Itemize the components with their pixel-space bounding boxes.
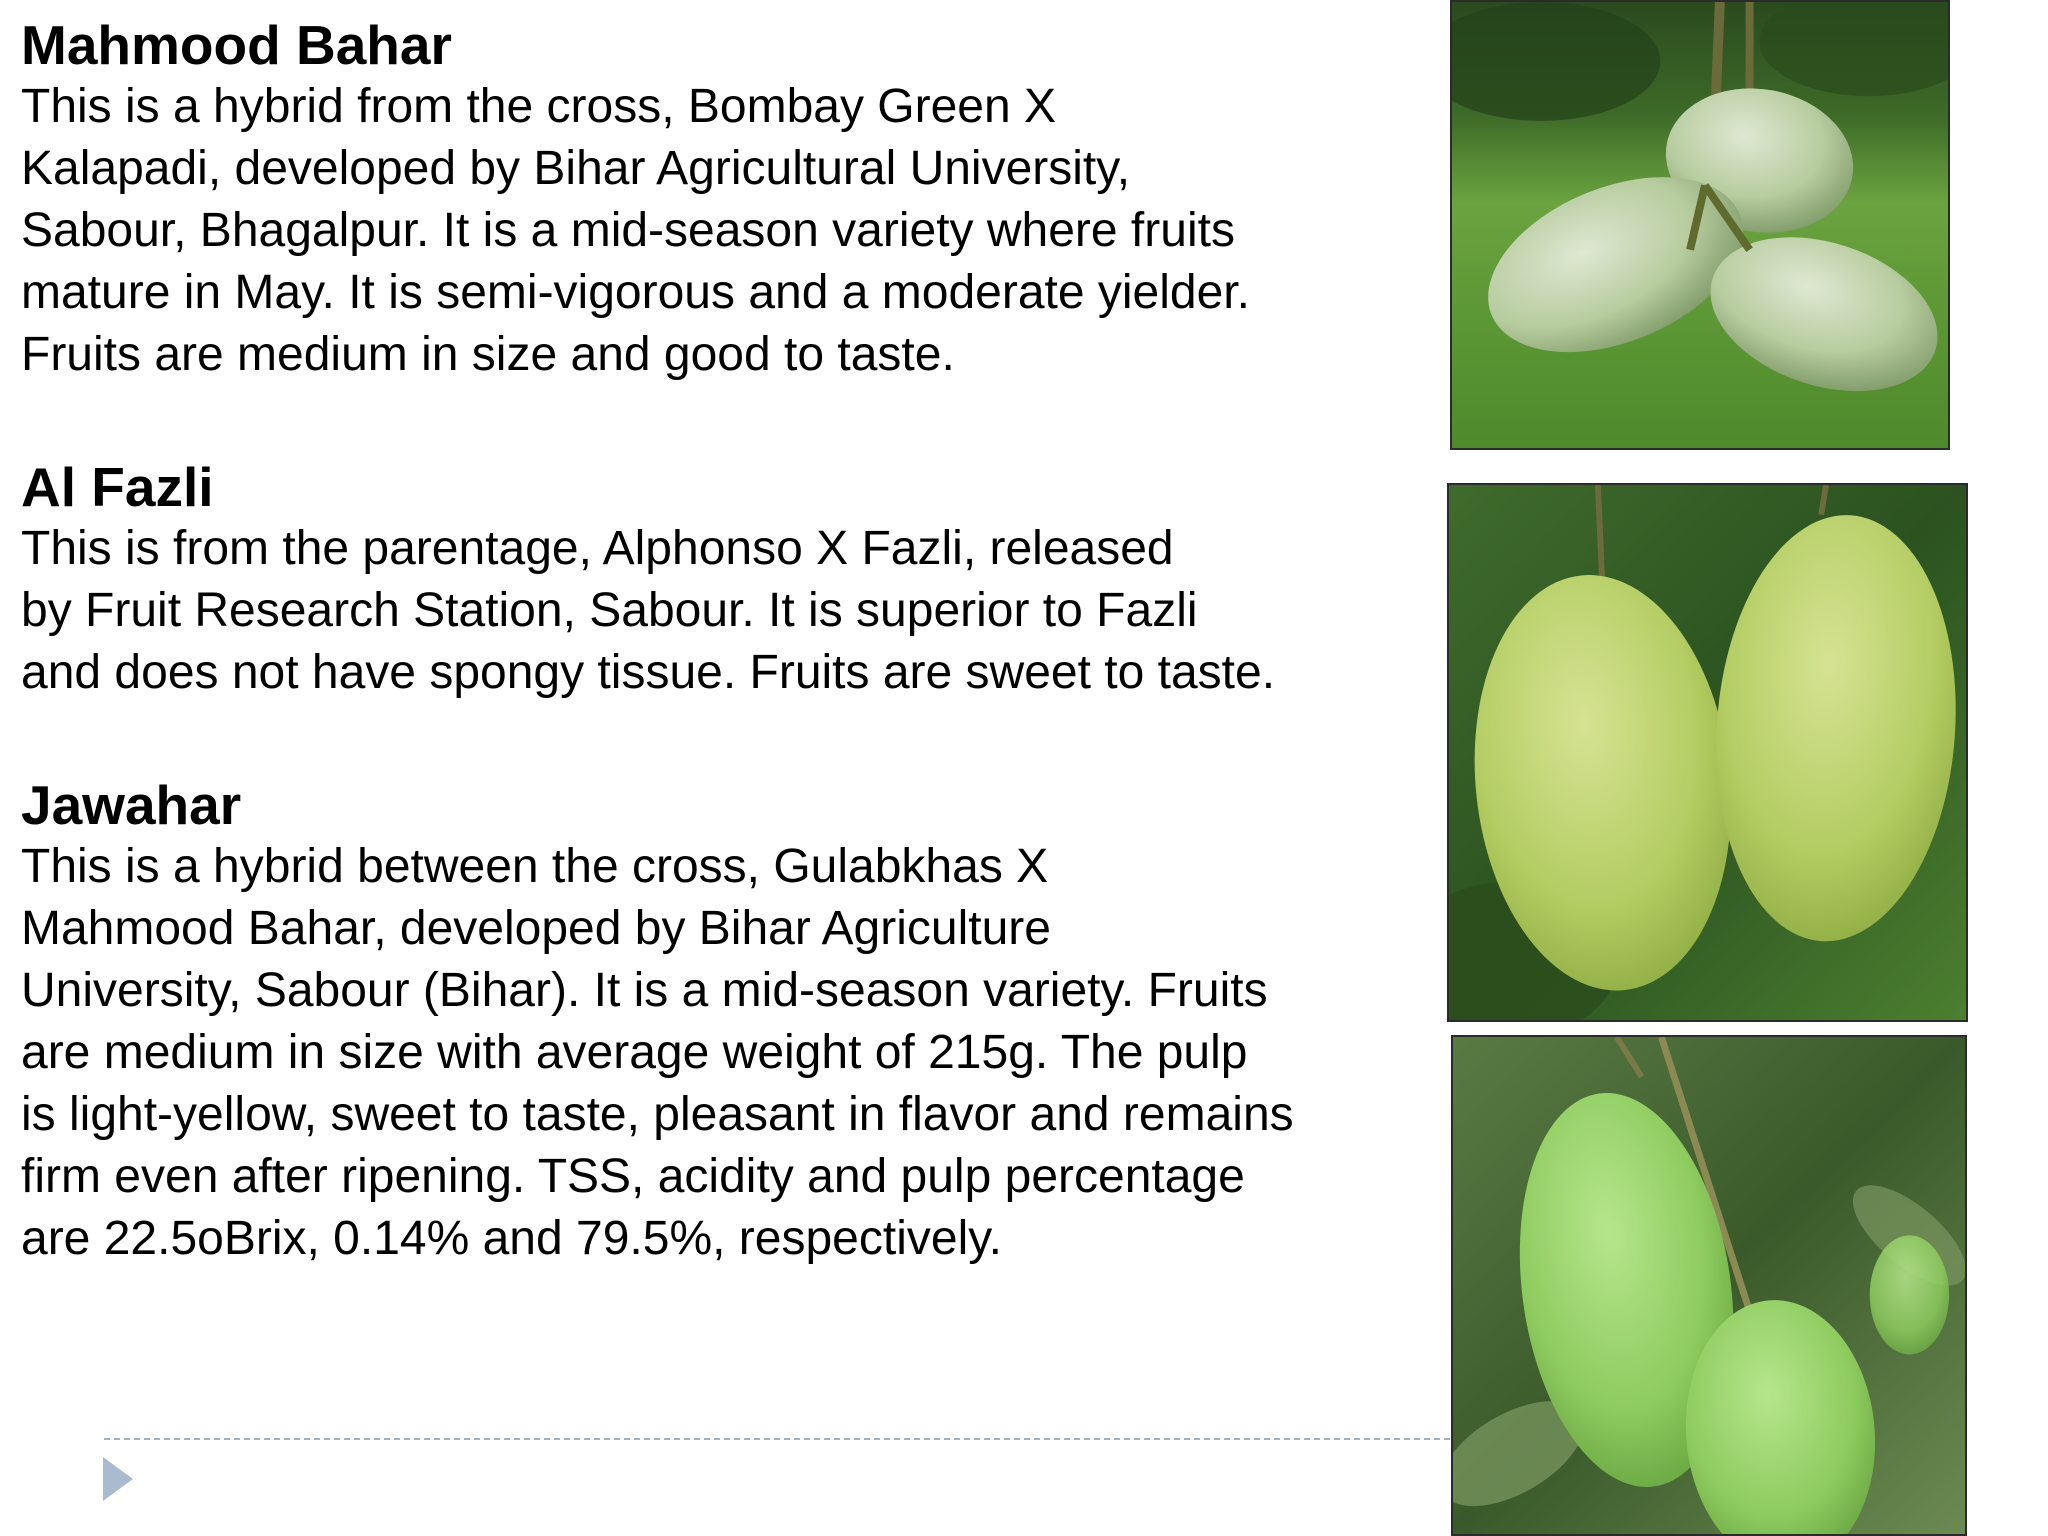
mango-hanging-photo — [1451, 1035, 1967, 1536]
description-line: Fruits are medium in size and good to taste. — [21, 328, 955, 381]
description-line: mature in May. It is semi-vigorous and a moderate yielder. — [21, 266, 1250, 319]
triangle-bullet-icon — [103, 1457, 133, 1501]
description-line: Mahmood Bahar, developed by Bihar Agriculture — [21, 902, 1051, 955]
dashed-divider — [104, 1438, 1450, 1440]
description-line: University, Sabour (Bihar). It is a mid-season variety. Fruits — [21, 964, 1268, 1017]
variety-description — [21, 836, 1421, 1270]
variety-title: Mahmood Bahar — [21, 14, 452, 76]
variety-description — [21, 76, 1421, 386]
variety-section-al-fazli — [21, 456, 1421, 704]
description-line: are 22.5oBrix, 0.14% and 79.5%, respectively. — [21, 1212, 1002, 1265]
description-line: and does not have spongy tissue. Fruits are sweet to taste. — [21, 646, 1276, 699]
description-line: This is a hybrid from the cross, Bombay Green X — [21, 80, 1057, 133]
description-line: Sabour, Bhagalpur. It is a mid-season variety where fruits — [21, 204, 1235, 257]
variety-section-jawahar — [21, 774, 1421, 1270]
description-line: firm even after ripening. TSS, acidity and pulp percentage — [21, 1150, 1245, 1203]
mango-cluster-photo — [1450, 0, 1950, 450]
description-line: This is from the parentage, Alphonso X Fazli, released — [21, 522, 1174, 575]
description-line: by Fruit Research Station, Sabour. It is superior to Fazli — [21, 584, 1198, 637]
variety-description — [21, 518, 1421, 704]
mango-pair-photo — [1447, 483, 1968, 1022]
description-line: Kalapadi, developed by Bihar Agricultural University, — [21, 142, 1131, 195]
description-line: This is a hybrid between the cross, Gulabkhas X — [21, 840, 1049, 893]
variety-title: Jawahar — [21, 774, 242, 836]
description-line: are medium in size with average weight of 215g. The pulp — [21, 1026, 1248, 1079]
description-line: is light-yellow, sweet to taste, pleasant in flavor and remains — [21, 1088, 1294, 1141]
variety-title: Al Fazli — [21, 456, 214, 518]
variety-section-mahmood-bahar — [21, 14, 1421, 386]
